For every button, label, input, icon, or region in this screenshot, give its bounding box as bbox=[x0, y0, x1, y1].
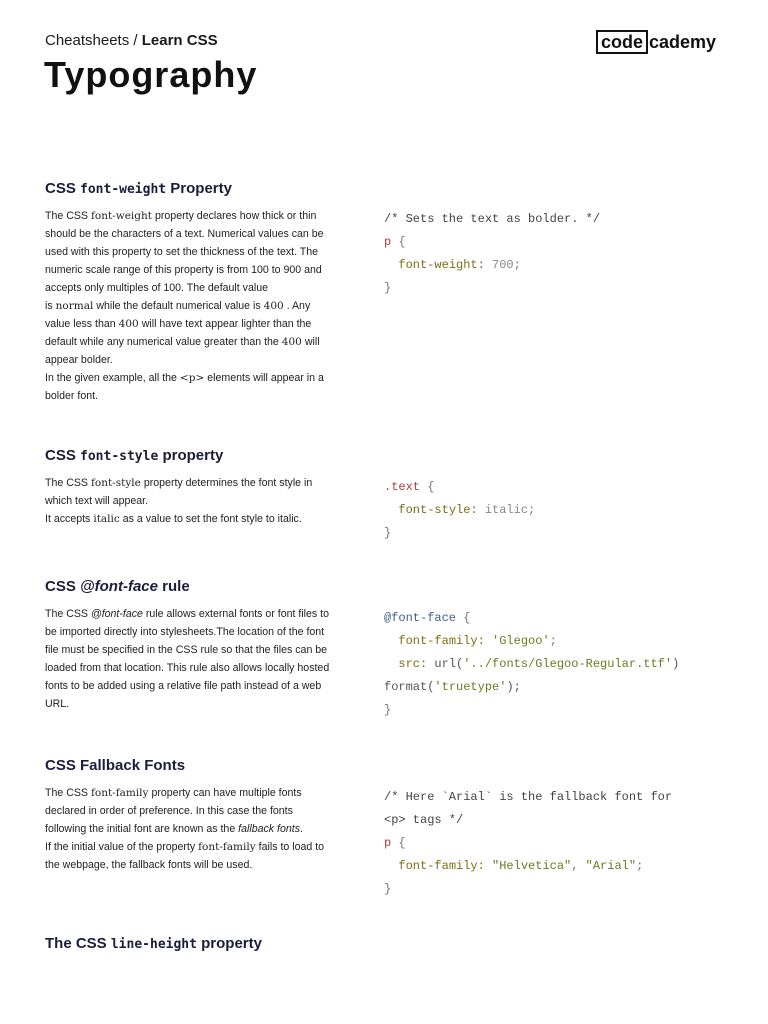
desc-text: while the default numerical value is bbox=[96, 300, 261, 312]
code-at-rule: @font-face bbox=[384, 611, 457, 625]
code-colon: : bbox=[420, 657, 428, 671]
inline-code: <p> bbox=[179, 372, 205, 384]
code-string: "Helvetica" bbox=[492, 859, 572, 873]
code-property: src bbox=[398, 657, 421, 671]
inline-code: 400 bbox=[281, 336, 302, 348]
section-heading bbox=[45, 578, 190, 595]
code-brace: } bbox=[384, 703, 392, 717]
heading-text: CSS bbox=[45, 180, 81, 197]
heading-text: The CSS bbox=[45, 935, 111, 952]
code-property: font-family bbox=[398, 859, 478, 873]
heading-code: font-weight bbox=[80, 182, 167, 197]
heading-code: font-style bbox=[80, 449, 159, 464]
code-colon: : bbox=[477, 634, 485, 648]
code-brace: { bbox=[427, 480, 435, 494]
code-comment: /* Here `Arial` is the fallback font for bbox=[384, 790, 673, 804]
desc-text: property determines the font style in which text will appear. bbox=[45, 477, 313, 507]
code-semicolon: ; bbox=[513, 258, 521, 272]
code-semicolon: ; bbox=[636, 859, 644, 873]
code-function: url( bbox=[434, 657, 464, 671]
code-colon: : bbox=[477, 258, 485, 272]
code-brace: { bbox=[398, 836, 406, 850]
desc-text: The CSS bbox=[45, 787, 88, 799]
code-example bbox=[384, 607, 679, 722]
code-string: "Arial" bbox=[585, 859, 637, 873]
code-function: format( bbox=[384, 680, 435, 694]
inline-code: normal bbox=[55, 300, 94, 312]
inline-code: font-style bbox=[90, 477, 141, 489]
code-example bbox=[384, 476, 535, 545]
breadcrumb-separator: / bbox=[133, 32, 138, 49]
desc-text: elements will appear in a bolder font. bbox=[45, 372, 324, 402]
code-value: 700 bbox=[492, 258, 514, 272]
inline-code: 400 bbox=[118, 318, 139, 330]
code-function: ); bbox=[506, 680, 521, 694]
heading-text: property bbox=[158, 447, 224, 464]
heading-code: line-height bbox=[110, 937, 197, 952]
heading-text: property bbox=[196, 935, 262, 952]
desc-text: . bbox=[300, 823, 303, 835]
code-example bbox=[384, 786, 672, 901]
code-property: font-weight bbox=[398, 258, 478, 272]
desc-text: The CSS bbox=[45, 608, 88, 620]
section-description bbox=[45, 605, 335, 713]
code-property: font-style bbox=[398, 503, 471, 517]
logo-boxed-text: code bbox=[596, 30, 648, 54]
heading-text: CSS bbox=[45, 447, 81, 464]
inline-code: 400 bbox=[263, 300, 284, 312]
breadcrumb-current[interactable]: Learn CSS bbox=[141, 32, 218, 49]
section-heading: CSS Fallback Fonts bbox=[45, 757, 186, 774]
code-property: font-family bbox=[398, 634, 478, 648]
inline-code: font-weight bbox=[90, 210, 152, 222]
heading-text: CSS bbox=[45, 578, 81, 595]
code-brace: } bbox=[384, 526, 392, 540]
desc-text: In the given example, all the bbox=[45, 372, 177, 384]
desc-text: If the initial value of the property bbox=[45, 841, 196, 853]
desc-text: rule allows external fonts or font files to be imported directly into stylesheets.The location of the font file must be specified in the CSS rule so that the files can be loaded from that location. This rule also allows locally hosted fonts to be added using a relative file path instead of a web URL. bbox=[45, 608, 330, 710]
section-description bbox=[45, 784, 335, 874]
code-comment: /* Sets the text as bolder. */ bbox=[384, 212, 601, 226]
code-string: '../fonts/Glegoo-Regular.ttf' bbox=[463, 657, 673, 671]
code-brace: } bbox=[384, 281, 392, 295]
code-function: ) bbox=[672, 657, 680, 671]
section-description bbox=[45, 207, 335, 405]
code-brace: { bbox=[463, 611, 471, 625]
desc-text: It accepts bbox=[45, 513, 91, 525]
code-brace: } bbox=[384, 882, 392, 896]
desc-text: property can have multiple fonts declared in order of preference. In this case the fonts following the initial font are known as the bbox=[45, 787, 302, 835]
desc-text: . Any value less than bbox=[45, 300, 311, 330]
section-heading bbox=[45, 935, 262, 952]
inline-code: italic bbox=[93, 513, 120, 525]
code-value: italic bbox=[484, 503, 529, 517]
desc-text: as a value to set the font style to italic. bbox=[122, 513, 302, 525]
desc-text: property declares how thick or thin should be the characters of a text. Numerical values can be used with this property to set the thickness of the text. The numeric scale range of this property is from 100 to 900 and accepts only multiples of 100. The default value is bbox=[45, 210, 324, 312]
code-selector: p bbox=[384, 235, 392, 249]
heading-emphasis: @font-face bbox=[80, 578, 158, 595]
page-title: Typography bbox=[44, 54, 258, 95]
code-comma: , bbox=[571, 859, 579, 873]
inline-code: font-family bbox=[90, 787, 149, 799]
section-description bbox=[45, 474, 335, 528]
code-colon: : bbox=[470, 503, 478, 517]
inline-code: font-family bbox=[198, 841, 256, 853]
desc-text: The CSS bbox=[45, 477, 88, 489]
desc-emphasis: fallback fonts bbox=[238, 823, 301, 835]
code-string: 'truetype' bbox=[434, 680, 507, 694]
code-example bbox=[384, 208, 600, 300]
code-selector: .text bbox=[384, 480, 421, 494]
section-heading bbox=[45, 180, 232, 197]
desc-text: fails to load to the webpage, the fallback fonts will be used. bbox=[45, 841, 325, 871]
code-comment: <p> tags */ bbox=[384, 813, 464, 827]
logo-text: cademy bbox=[648, 32, 716, 52]
breadcrumb-link-cheatsheets[interactable]: Cheatsheets bbox=[45, 32, 130, 49]
code-semicolon: ; bbox=[549, 634, 557, 648]
heading-text: rule bbox=[157, 578, 190, 595]
breadcrumb bbox=[45, 32, 218, 49]
code-brace: { bbox=[398, 235, 406, 249]
code-selector: p bbox=[384, 836, 392, 850]
code-semicolon: ; bbox=[528, 503, 536, 517]
codecademy-logo[interactable] bbox=[596, 30, 716, 54]
desc-text: The CSS bbox=[45, 210, 88, 222]
heading-text: Property bbox=[166, 180, 232, 197]
desc-emphasis: @font-face bbox=[90, 608, 143, 620]
desc-text: will have text appear lighter than the default while any numerical value greater than the bbox=[45, 318, 312, 348]
code-colon: : bbox=[477, 859, 485, 873]
section-heading bbox=[45, 447, 223, 464]
desc-text: will appear bolder. bbox=[45, 336, 320, 366]
code-string: 'Glegoo' bbox=[492, 634, 550, 648]
